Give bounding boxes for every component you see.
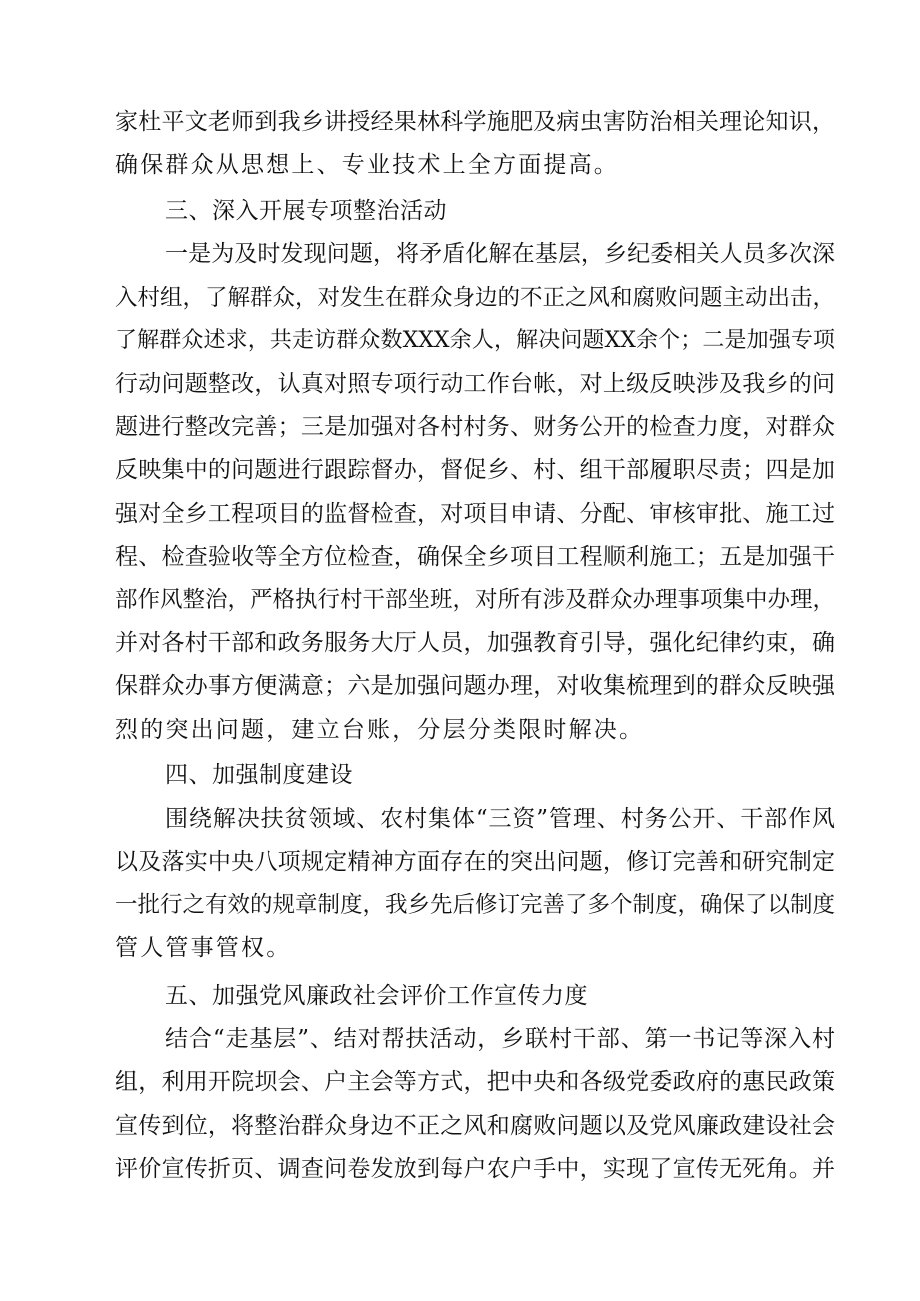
paragraph-line: 保群众办事方便满意；六是加强问题办理，对收集梳理到的群众反映强: [115, 673, 835, 699]
paragraph-line: 行动问题整改，认真对照专项行动工作台帐，对上级反映涉及我乡的问: [115, 371, 835, 397]
paragraph-line: 部作风整治，严格执行村干部坐班，对所有涉及群众办理事项集中办理，: [115, 587, 836, 613]
paragraph-line: 结合“走基层”、结对帮扶活动，乡联村干部、第一书记等深入村: [165, 1026, 835, 1052]
paragraph-line: 以及落实中央八项规定精神方面存在的突出问题，修订完善和研究制定: [115, 849, 835, 875]
paragraph-line: 程、检查验收等全方位检查，确保全乡项目工程顺利施工；五是加强干: [115, 544, 835, 570]
section-heading-3: 三、深入开展专项整治活动: [165, 198, 447, 224]
paragraph-line: 围绕解决扶贫领域、农村集体“三资”管理、村务公开、干部作风: [165, 806, 835, 832]
paragraph-line: 确保群众从思想上、专业技术上全方面提高。: [115, 152, 619, 178]
paragraph-line: 强对全乡工程项目的监督检查，对项目申请、分配、审核审批、施工过: [115, 501, 835, 527]
paragraph-line: 一是为及时发现问题，将矛盾化解在基层，乡纪委相关人员多次深: [165, 241, 835, 267]
paragraph-line: 评价宣传折页、调查问卷发放到每户农户手中，实现了宣传无死角。并: [115, 1156, 835, 1182]
paragraph-line: 烈的突出问题，建立台账，分层分类限时解决。: [115, 717, 645, 743]
section-heading-4: 四、加强制度建设: [165, 762, 353, 788]
paragraph-line: 宣传到位，将整治群众身边不正之风和腐败问题以及党风廉政建设社会: [115, 1113, 835, 1139]
paragraph-line: 家杜平文老师到我乡讲授经果林科学施肥及病虫害防治相关理论知识，: [115, 109, 835, 135]
paragraph-line: 入村组，了解群众，对发生在群众身边的不正之风和腐败问题主动出击，: [115, 285, 836, 311]
paragraph-line: 一批行之有效的规章制度，我乡先后修订完善了多个制度，确保了以制度: [115, 892, 836, 918]
paragraph-line: 管人管事管权。: [115, 935, 292, 961]
paragraph-line: 反映集中的问题进行跟踪督办，督促乡、村、组干部履职尽责；四是加: [115, 457, 835, 483]
paragraph-line: 组，利用开院坝会、户主会等方式，把中央和各级党委政府的惠民政策: [115, 1069, 835, 1095]
section-heading-5: 五、加强党风廉政社会评价工作宣传力度: [165, 983, 588, 1009]
paragraph-line: 并对各村干部和政务服务大厅人员，加强教育引导，强化纪律约束，确: [115, 630, 835, 656]
paragraph-line: 了解群众述求，共走访群众数XXX余人，解决问题XX余个；二是加强专项: [115, 328, 835, 353]
paragraph-line: 题进行整改完善；三是加强对各村村务、财务公开的检查力度，对群众: [115, 414, 835, 440]
